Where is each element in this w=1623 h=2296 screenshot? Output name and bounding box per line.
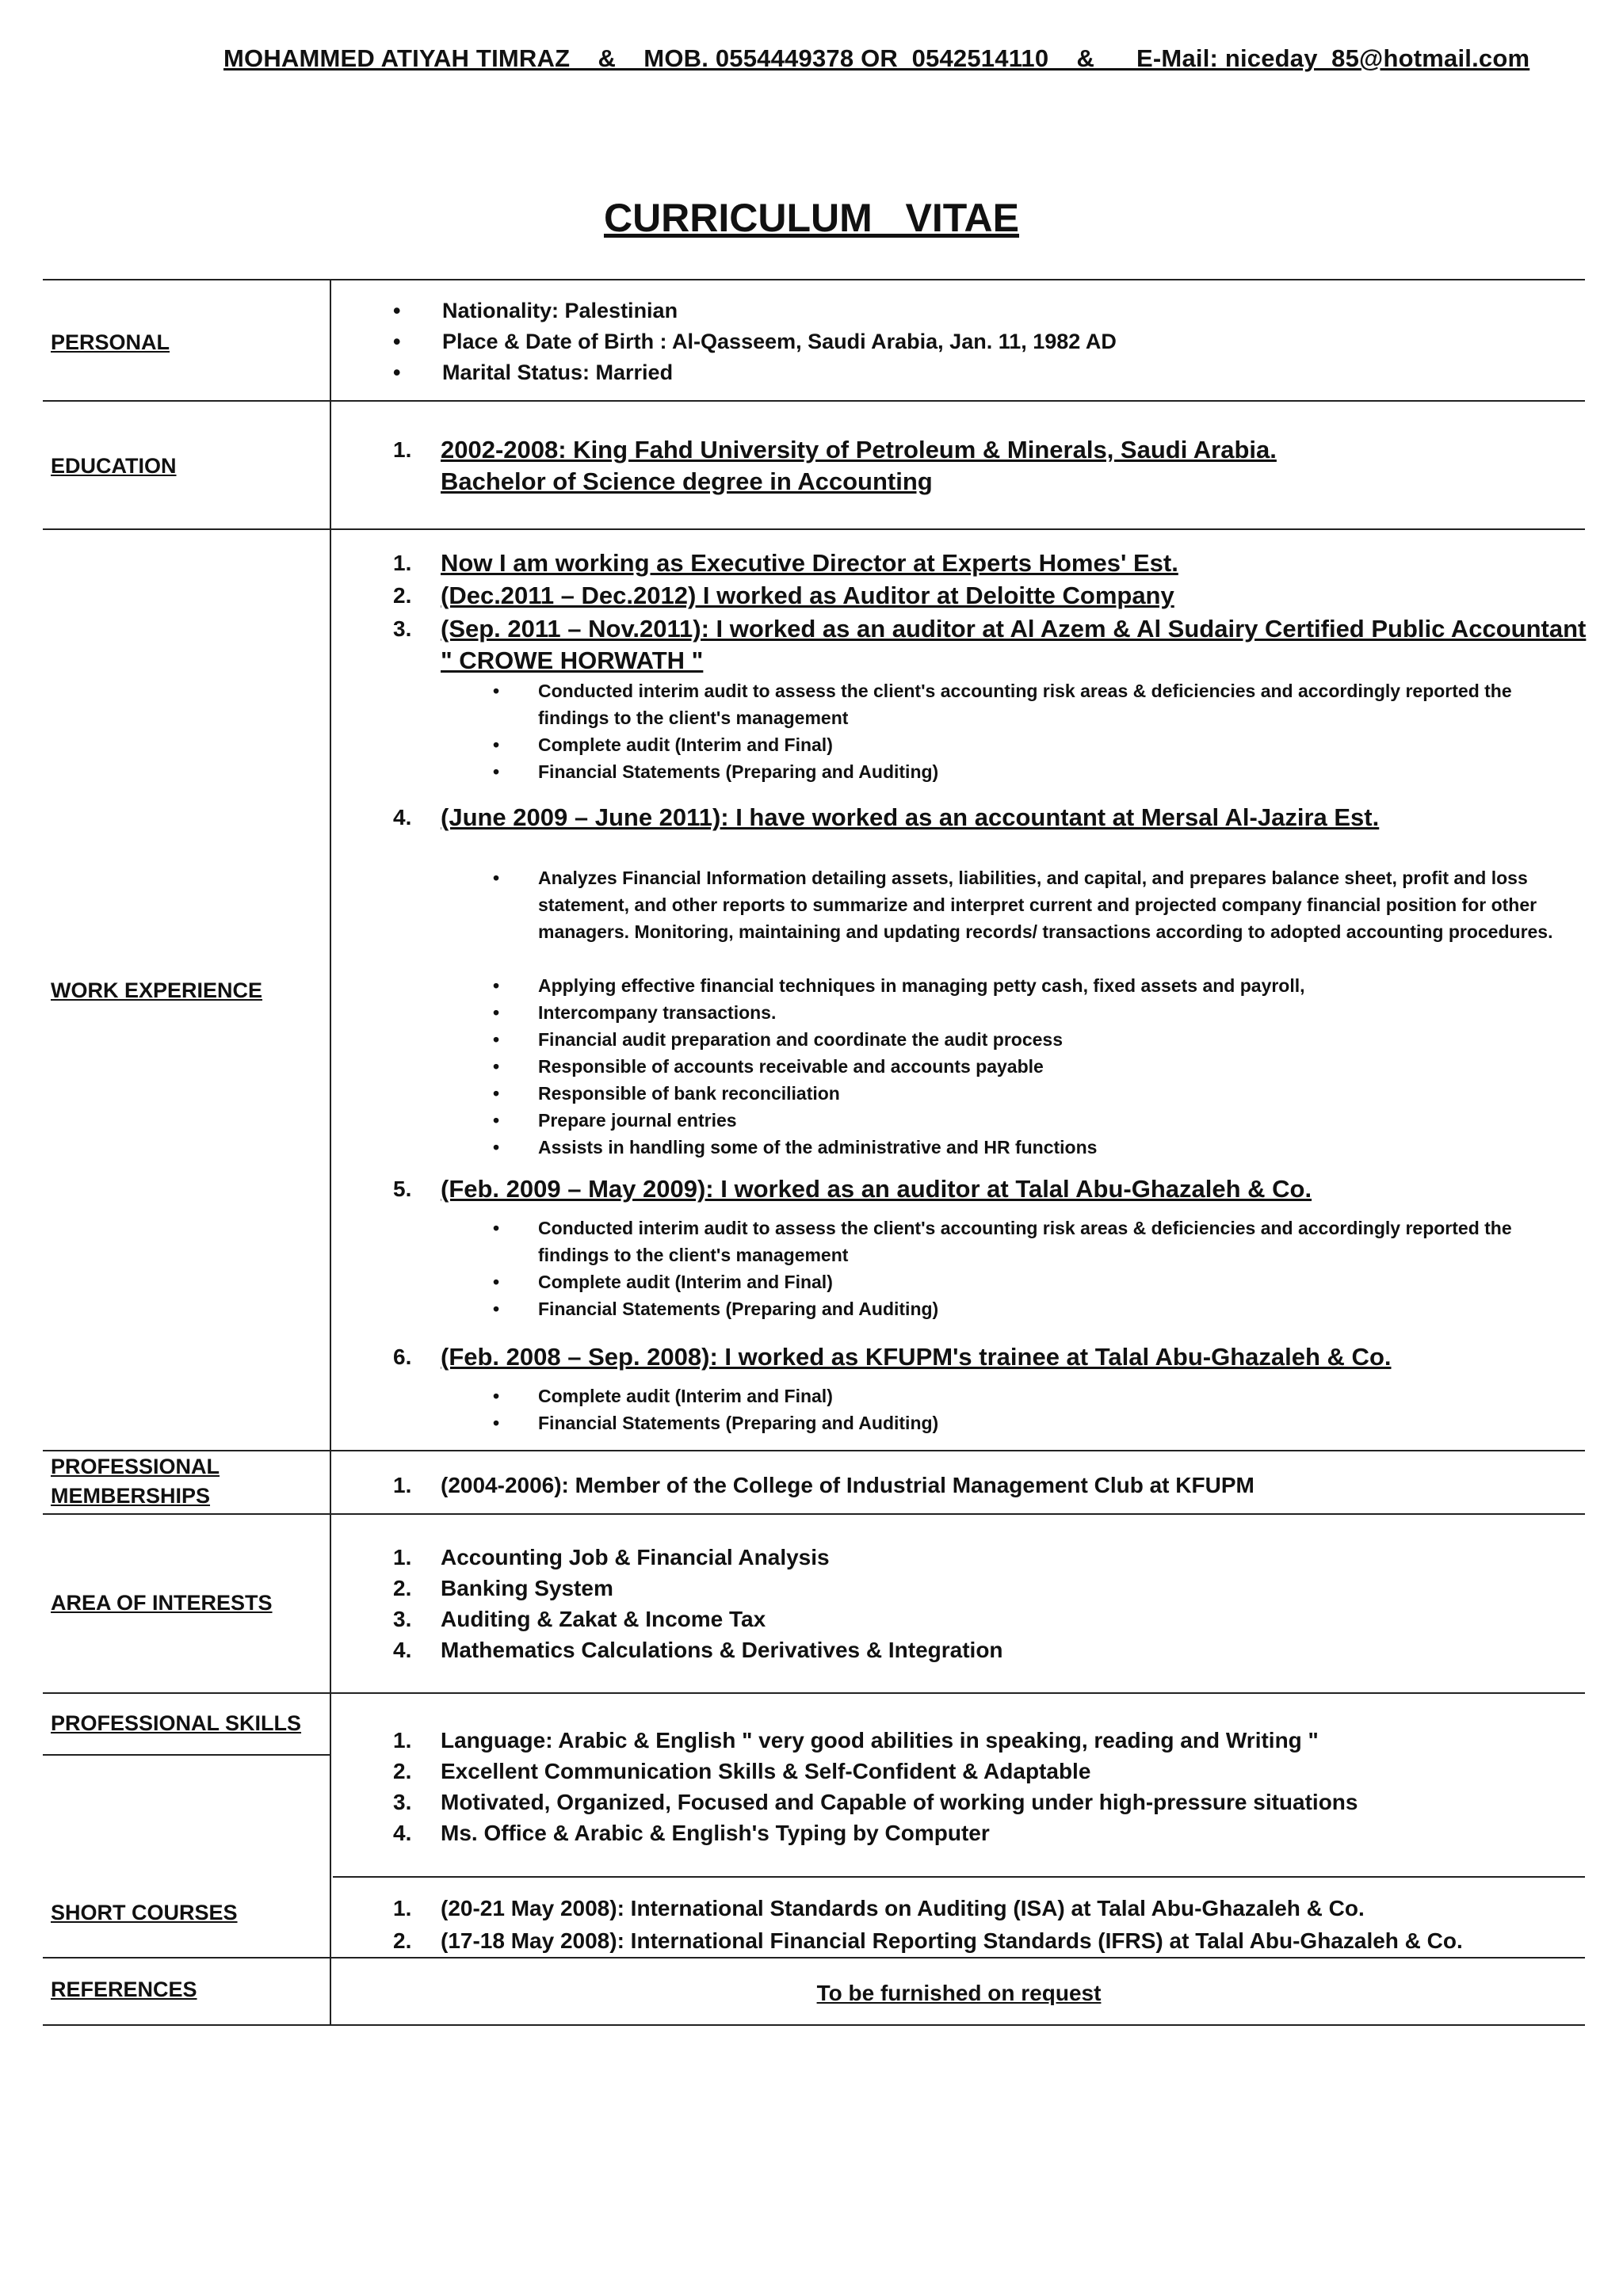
bullet-icon: • [493,1272,500,1292]
section-label-memberships-2: MEMBERSHIPS [51,1484,211,1508]
page-title: CURRICULUM VITAE [603,196,1020,240]
table-top-border [43,279,1585,280]
bullet-icon: • [493,681,500,701]
divider-interests [43,1692,1585,1694]
divider-memberships [43,1513,1585,1515]
bullet-icon: • [493,1386,500,1406]
divider-skills-label [43,1754,330,1756]
section-label-references: REFERENCES [51,1978,197,2001]
bullet-icon: • [493,1056,500,1077]
divider-personal [43,400,1585,402]
bullet-icon: • [493,734,500,755]
section-label-work: WORK EXPERIENCE [51,978,263,1002]
bullet-icon: • [493,1413,500,1433]
bullet-icon: • [393,299,401,322]
section-label-personal: PERSONAL [51,330,170,354]
bullet-icon: • [393,360,401,384]
section-label-memberships: PROFESSIONAL [51,1455,220,1478]
section-label-interests: AREA OF INTERESTS [51,1591,273,1615]
bullet-icon: • [393,330,401,353]
section-label-education: EDUCATION [51,454,177,478]
bullet-icon: • [493,1083,500,1104]
column-divider [330,279,331,2025]
references-text: To be furnished on request [816,1981,1102,2005]
bullet-icon: • [493,1002,500,1023]
section-label-courses: SHORT COURSES [51,1901,238,1924]
divider-courses [43,1957,1585,1958]
contact-header: MOHAMMED ATIYAH TIMRAZ & MOB. 0554449378 OR 0542514110 & E-Mail: niceday_85@hotmail.com [223,44,1530,72]
divider-work [43,1450,1585,1451]
cv-page: MOHAMMED ATIYAH TIMRAZ & MOB. 0554449378 OR 0542514110 & E-Mail: niceday_85@hotmail.com CURRICULUM VITAE PERSONAL • Nationality: Palestinian • Place & Date of Birth : Al-Qasseem, Saudi Arabia, Jan. 11, 1982 AD • Marital Status: Married EDUCATION 1. 2002-2008: King Fahd University of Petroleum & Minerals, Saudi Arabia. Bachelor of Science degree in Accounting WORK EXPERIENCE 1. Now I am working as Executive Director at Experts Homes' Est. 2. (Dec.2011 – Dec.2012) I worked as Auditor at Deloitte Company 3. (Sep. 2011 – Nov.2011): I worked as an auditor at Al Azem & Al Sudairy Certified Public Accountant " CROWE HORWATH " • Conducted interim audit to assess the client's accounting risk areas & deficiencies and accordingly reported the findings to the client's management • Complete audit (Interim and Final) • Financial Statements (Preparing and Auditing) 4. (June 2009 – June 2011): I have worked as an accountant at Mersal Al-Jazira Est. • Analyzes Financial Information detailing assets, liabilities, and capital, and prepares balance sheet, profit and loss statement, and other reports to summarize and interpret current and projected company financial position for other managers. Monitoring, maintaining and updating records/ transactions according to adopted accounting procedures. • Applying effective financial techniques in managing petty cash, fixed assets and payroll, • Intercompany transactions. • Financial audit preparation and coordinate the audit process • Responsible of accounts receivable and accounts payable • Responsible of bank reconciliation • Prepare journal entries • Assists in handling some of the administrative and HR functions 5. (Feb. 2009 – May 2009): I worked as an auditor at Talal Abu-Ghazaleh & Co. • Conducted interim audit to assess the client's accounting risk areas & deficiencies and accordingly reported the findings to the client's management • Complete audit (Interim and Final) • Financial Statements (Preparing and Auditing) 6. (Feb. 2008 – Sep. 2008): I worked as KFUPM's trainee at Talal Abu-Ghazaleh & Co. • Complete audit (Interim and Final) • Financial Statements (Preparing and Auditing) PROFESSIONAL MEMBERSHIPS 1. (2004-2006): Member of the College of Industrial Management Club at KFUPM AREA OF INTERESTS 1. Accounting Job & Financial Analysis 2. Banking System 3. Auditing & Zakat & Income Tax 4. Mathematics Calculations & Derivatives & Integration PROFESSIONAL SKILLS 1. Language: Arabic & English " very good abilities in speaking, reading and Writing " 2. Excellent Communication Skills & Self-Confident & Adaptable 3. Motivated, Organized, Focused and Capable of working under high-pressure situations 4. Ms. Office & Arabic & English's Typing by Computer SHORT COURSES 1. (20-21 May 2008): International Standards on Auditing (ISA) at Talal Abu-Ghazaleh & Co. 2. (17-18 May 2008): International Financial Reporting Standards (IFRS) at Talal Abu-Ghazaleh & Co. REFERENCES To be furnished on request [0,0,1623,2296]
bullet-icon: • [493,1299,500,1319]
divider-education [43,528,1585,530]
section-label-skills: PROFESSIONAL SKILLS [51,1711,302,1735]
bullet-icon: • [493,975,500,996]
bullet-icon: • [493,761,500,782]
bullet-icon: • [493,1137,500,1158]
bullet-icon: • [493,1110,500,1131]
divider-skills [333,1876,1585,1878]
table-bottom-border [43,2024,1585,2026]
bullet-icon: • [493,1029,500,1050]
bullet-icon: • [493,1218,500,1238]
bullet-icon: • [493,868,500,888]
